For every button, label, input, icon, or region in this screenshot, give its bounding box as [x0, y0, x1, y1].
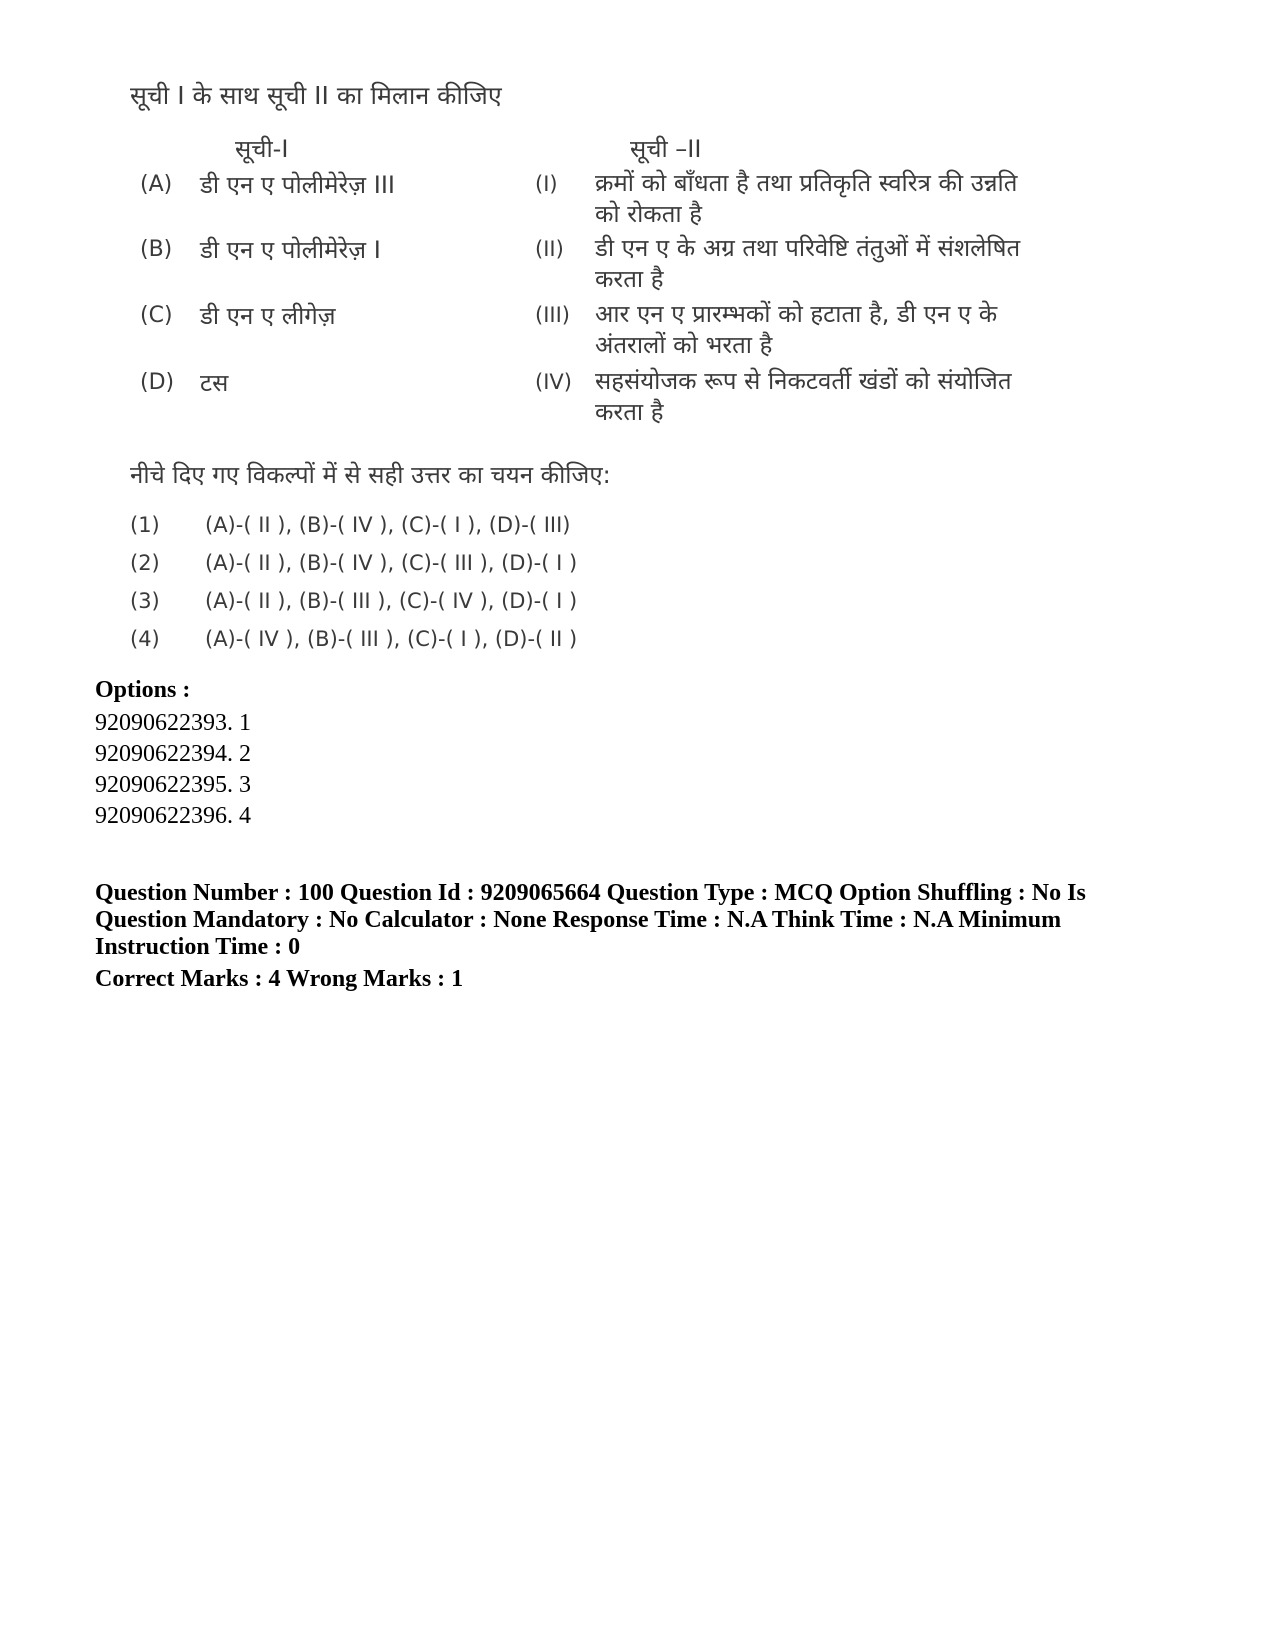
- choice-3: [130, 589, 730, 621]
- match-instruction: सूची I के साथ सूची II का मिलान कीजिए: [130, 81, 502, 110]
- row-letter: (A): [140, 172, 173, 197]
- match-row-d: [120, 366, 1040, 430]
- choice-number: (1): [130, 513, 160, 537]
- list-2-header: सूची –II: [630, 135, 702, 163]
- row-letter: (D): [140, 370, 175, 395]
- choice-text: (A)-( II ), (B)-( III ), (C)-( IV ), (D)-( I ): [205, 589, 578, 613]
- list-1-item: डी एन ए पोलीमेरेज़ I: [200, 236, 381, 264]
- answer-prompt: नीचे दिए गए विकल्पों में से सही उत्तर का चयन कीजिए:: [130, 461, 611, 489]
- option-line: 92090622393. 1: [95, 710, 251, 736]
- list-1-header: सूची-I: [235, 135, 289, 163]
- option-line: 92090622394. 2: [95, 741, 251, 767]
- list-1-item: डी एन ए लीगेज़: [200, 302, 336, 330]
- choice-text: (A)-( IV ), (B)-( III ), (C)-( I ), (D)-( II ): [205, 627, 578, 651]
- question-image: [120, 70, 1040, 690]
- choice-2: [130, 551, 730, 583]
- list-2-item: सहसंयोजक रूप से निकटवर्ती खंडों को संयोजित करता है: [595, 367, 1012, 426]
- question-meta-line: Question Mandatory : No Calculator : None Response Time : N.A Think Time : N.A Minimum: [95, 907, 1062, 933]
- row-roman: (II): [535, 237, 564, 261]
- match-row-a: [120, 168, 1040, 232]
- row-letter: (C): [140, 303, 173, 328]
- row-letter: (B): [140, 237, 173, 262]
- question-meta-line: Question Number : 100 Question Id : 9209065664 Question Type : MCQ Option Shuffling : No Is: [95, 880, 1086, 906]
- choice-1: [130, 513, 730, 545]
- list-2-item: आर एन ए प्रारम्भकों को हटाता है, डी एन ए के अंतरालों को भरता है: [595, 300, 998, 359]
- row-roman: (III): [535, 303, 570, 327]
- row-roman: (I): [535, 172, 558, 196]
- question-meta-line: Instruction Time : 0: [95, 934, 301, 960]
- choice-4: [130, 627, 730, 659]
- choice-number: (2): [130, 551, 160, 575]
- choice-number: (3): [130, 589, 160, 613]
- match-row-b: [120, 233, 1040, 297]
- choice-text: (A)-( II ), (B)-( IV ), (C)-( III ), (D)-( I ): [205, 551, 578, 575]
- options-heading: Options :: [95, 677, 191, 703]
- list-1-item: डी एन ए पोलीमेरेज़ III: [200, 171, 395, 199]
- choice-number: (4): [130, 627, 160, 651]
- option-line: 92090622396. 4: [95, 803, 251, 829]
- question-meta: [95, 880, 1195, 961]
- row-roman: (IV): [535, 370, 572, 394]
- match-row-c: [120, 299, 1040, 363]
- choice-text: (A)-( II ), (B)-( IV ), (C)-( I ), (D)-( III): [205, 513, 571, 537]
- list-2-item: क्रमों को बाँधता है तथा प्रतिकृति स्वरित्र की उन्नति को रोकता है: [595, 169, 1018, 228]
- list-2-item: डी एन ए के अग्र तथा परिवेष्टि तंतुओं में संशलेषित करता है: [595, 234, 1021, 293]
- marks-line: Correct Marks : 4 Wrong Marks : 1: [95, 966, 464, 992]
- option-line: 92090622395. 3: [95, 772, 251, 798]
- list-1-item: टस: [200, 369, 229, 397]
- options-block: [95, 677, 1195, 830]
